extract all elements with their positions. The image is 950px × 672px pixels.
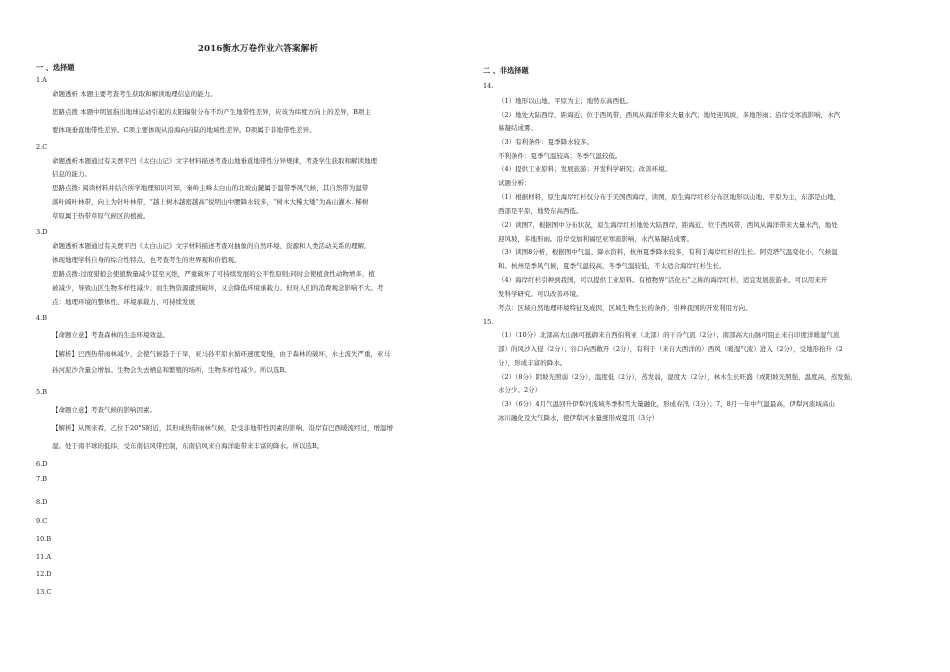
q15-line: 部）的风沙入侵（2分）；谷口向西敞开（2分），有利于（来自大西洋的）西风（暖湿气流）进入（2分），受地形抬升（2 bbox=[498, 345, 843, 353]
q14-line: （1）地形以山地、平原为主；地势东高西低。 bbox=[498, 97, 633, 105]
question-number-14: 14. bbox=[483, 82, 494, 90]
q14-line: 试题分析： bbox=[498, 179, 531, 187]
answer-7: 7.B bbox=[36, 475, 47, 483]
answer-12: 12.D bbox=[36, 570, 52, 578]
q1-line: 命题透析 本题主要考查考生获取和解读地理信息的能力。 bbox=[52, 90, 217, 98]
q3-line: 体现地理学科自身的综合性特点，也考查考生的世界观和价值观。 bbox=[52, 256, 241, 264]
answer-10: 10.B bbox=[36, 535, 52, 543]
question-number-1: 1.A bbox=[36, 76, 47, 84]
q2-line: 命题透析本题通过有关贾平凹《太白山记》文字材料描述考查山地垂直地带性分异规律，考查学生获取和解读地理 bbox=[52, 157, 377, 165]
q14-line: （2）读图7，根据图中分布状况，原生海岸红杉地处大陆西岸，距海近，位于西风带，西风从海洋带来大量水汽，地处 bbox=[498, 221, 838, 229]
q4-line: 【解析】巴西热带雨林减少，会使气候趋于干旱，亚马孙平原水循环速度变慢，由于森林的破坏，水土流失严重，亚马 bbox=[52, 350, 390, 358]
q2-line: 草原属于热带草原气候区的植被。 bbox=[52, 212, 150, 220]
document-title: 2016衡水万卷作业六答案解析 bbox=[198, 44, 319, 54]
q14-line: （2）地处大陆西岸，距海近；位于西风带，西风从海洋带来大量水汽；地处迎风坡，多地形雨；沿岸受寒流影响，水汽 bbox=[498, 111, 841, 119]
q3-line: 思路点拨:过度猎狼会使狼数量减少甚至灭绝，严重破坏了可持续发展的公平性原则;同时会使植食性动物增多，植 bbox=[52, 270, 375, 278]
q14-line: （1）根据材料，原生海岸红杉仅分布于美国西海岸，读图，原生海岸红杉分布区地形以山地、平原为主，东部是山地， bbox=[498, 193, 841, 201]
section-heading-non-choice: 二 、非选择题 bbox=[483, 66, 529, 75]
q15-line: （2）（8分）阴坡光照弱（2分），温度低（2分），蒸发弱，湿度大（2分），林木生长旺盛（或阳坡光照强，温度高，蒸发强， bbox=[498, 373, 857, 381]
answer-13: 13.C bbox=[36, 588, 52, 596]
q5-line: 【命题立意】考查气候的影响因素。 bbox=[52, 406, 156, 414]
answer-6: 6.D bbox=[36, 460, 48, 468]
question-number-4: 4.B bbox=[36, 314, 47, 322]
q14-line: 迎风坡，多地形雨。沿岸受加利福尼亚寒流影响，水汽易凝结成雾。 bbox=[498, 235, 693, 243]
q15-line: 水分少。2分） bbox=[498, 386, 542, 394]
q2-line: 思路点拨: 阅读材料并结合所学地理知识可知，秦岭主峰太白山的北坡山麓属于温带季风气候，其自然带为温带 bbox=[52, 184, 369, 192]
q2-line: 落叶阔叶林带，向上为针叶林带，“越上树木越密越高”说明山中腰降水较多，“树木大稀大矮”为高山灌木. 稀树 bbox=[52, 198, 369, 206]
q14-line: （3）有利条件：夏季降水较多。 bbox=[498, 138, 594, 146]
q14-line: 西部是平原，地势东高西低。 bbox=[498, 207, 583, 215]
question-number-2: 2.C bbox=[36, 143, 48, 151]
q3-line: 点：地理环境的整体性、环境承载力、可持续发展 bbox=[52, 298, 195, 306]
q1-line: 思路点拨 本题中明显指出地球运动引起的太阳辐射分布不均产生地带性差异，应该为纬度方向上的差异，B项主 bbox=[52, 108, 371, 116]
answer-11: 11.A bbox=[36, 553, 52, 561]
q4-line: 孙河泥沙含量会增加。生物会失去栖息和繁殖的场所，生物多样性减少。所以选B。 bbox=[52, 366, 291, 374]
q3-line: 被减少，导致山区生物多样性减少；而生物资源遭到破坏，又会降低环境承载力。但对人们的消费观念影响不大。考 bbox=[52, 284, 384, 292]
q15-line: （3）（6分）4月气温回升伊犁河流域冬季积雪大量融化，形成春汛（3分）；7、8月一年中气温最高，伊犁河流域高山 bbox=[498, 400, 835, 408]
q3-line: 命题透析本题通过有关贾平凹《太白山记》文字材料描述考查对抽象的自然环境、资源和人类活动关系的理解, bbox=[52, 242, 367, 250]
section-heading-multiple-choice: 一 、选择题 bbox=[36, 63, 75, 72]
q14-line: 和。杭州是季风气候，夏季气温较高，冬季气温较低，不太适合海岸红杉生长。 bbox=[498, 262, 726, 270]
q1-line: 要体现垂直地带性差异。C项主要体现从沿海向内陆的地域性差异。D项属于非地带性差异。 bbox=[52, 126, 316, 134]
q15-line: 分），形成丰富的降水。 bbox=[498, 359, 567, 367]
q14-line: 易凝结成雾。 bbox=[498, 124, 537, 132]
q2-line: 信息的能力。 bbox=[52, 170, 91, 178]
q14-line: 不利条件：夏季气温较高；冬季气温较低。 bbox=[498, 152, 622, 160]
q5-line: 【解析】从图来看，乙位于20°S附近，其形成热带雨林气候，是受非地带性因素的影响，沿岸有巴西暖流经过，增温增 bbox=[52, 424, 393, 432]
q15-line: 冰川融化及大气降水，使伊犁河水量涨形成夏汛（3分） bbox=[498, 414, 659, 422]
q15-line: （1）（10分）北部高大山脉可抵御来自西伯利亚（北部）的干冷气流（2分）；南部高大山脉可阻止来自印度洋暖湿气流 bbox=[498, 331, 840, 339]
q14-line: （4）提供工业原料；发展旅游；开发科学研究；改善环境。 bbox=[498, 165, 672, 173]
q14-line: 考点：区域自然地理环境特征及成因，区域生物生长的条件，引种我国的开发利用方向。 bbox=[498, 304, 752, 312]
q14-line: 发科学研究。可以改善环境。 bbox=[498, 290, 583, 298]
answer-8: 8.D bbox=[36, 498, 48, 506]
question-number-5: 5.B bbox=[36, 388, 47, 396]
question-number-15: 15. bbox=[483, 318, 494, 326]
q14-line: （4）海岸红杉引种到我国，可以提供工业原料。有植物界“活化石”之称的海岸红杉，适宜发展旅游业。可以用来开 bbox=[498, 276, 828, 284]
q14-line: （3）读图8分析，根据图中气温、降水资料，杭州夏季降水较多，有利于海岸红杉的生长。阿克塔气温变化小，气候温 bbox=[498, 248, 838, 256]
question-number-3: 3.D bbox=[36, 228, 48, 236]
answer-9: 9.C bbox=[36, 517, 48, 525]
q4-line: 【命题立意】考查森林的生态环境效益。 bbox=[52, 331, 169, 339]
q5-line: 湿。处于南半球的低纬，受东南信风带控制，东南信风来自海洋能带来丰富的降水。所以选B。 bbox=[52, 442, 324, 450]
